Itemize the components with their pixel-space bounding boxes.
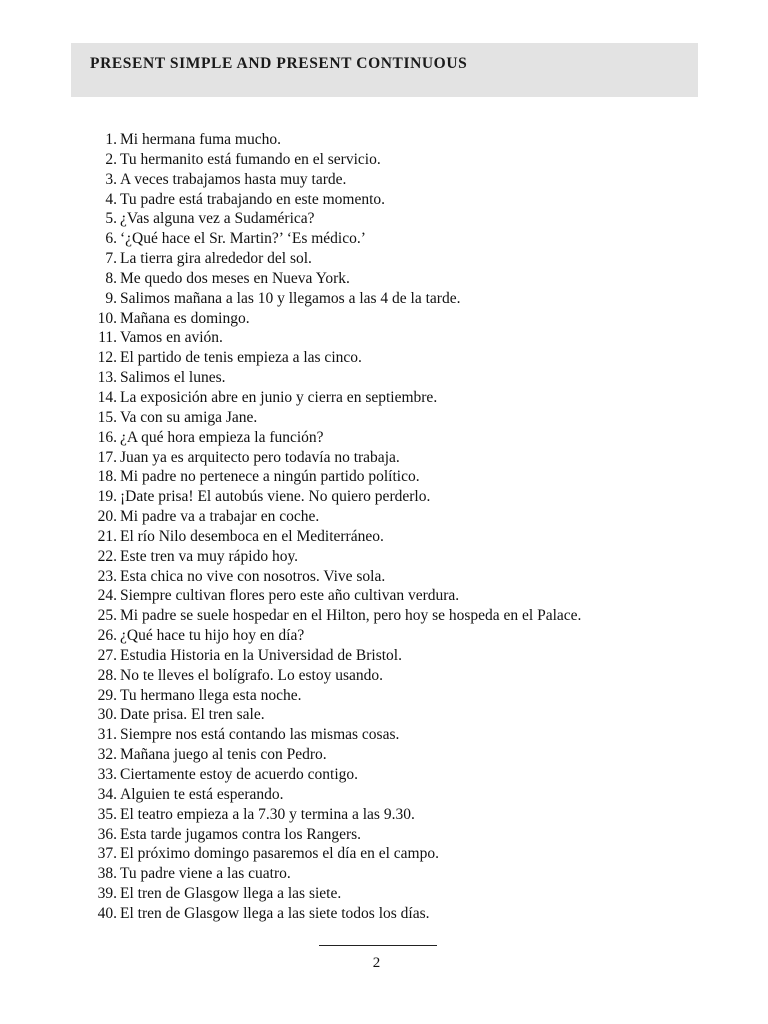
section-header — [71, 43, 698, 97]
sentence-text: El río Nilo desemboca en el Mediterráneo. — [120, 527, 384, 545]
sentence-number: 29. — [97, 686, 117, 704]
sentence-text: ¿A qué hora empieza la función? — [120, 428, 324, 446]
sentence-text: El teatro empieza a la 7.30 y termina a las 9.30. — [120, 805, 415, 823]
sentence-item — [86, 249, 726, 269]
sentence-text: Alguien te está esperando. — [120, 785, 284, 803]
sentence-text: No te lleves el bolígrafo. Lo estoy usando. — [120, 666, 384, 684]
sentence-item — [86, 289, 726, 309]
sentence-item — [86, 705, 726, 725]
sentence-number: 6. — [105, 230, 117, 248]
sentence-number: 4. — [105, 190, 117, 208]
sentence-text: Siempre nos está contando las mismas cosas. — [120, 726, 400, 744]
sentence-number: 30. — [97, 706, 117, 724]
sentence-item — [86, 547, 726, 567]
sentence-item — [86, 884, 726, 904]
sentence-item — [86, 467, 726, 487]
sentence-item — [86, 904, 726, 924]
sentence-number: 25. — [97, 607, 117, 625]
sentence-number: 33. — [97, 766, 117, 783]
sentence-text: Mi padre no pertenece a ningún partido político. — [120, 468, 420, 486]
sentence-text: Siempre cultivan flores pero este año cultivan verdura. — [120, 587, 460, 605]
sentence-item — [86, 428, 726, 448]
sentence-number: 39. — [97, 885, 117, 903]
sentence-number: 36. — [97, 825, 117, 843]
sentence-item — [86, 586, 726, 606]
sentence-item — [86, 725, 726, 745]
sentence-number: 28. — [97, 666, 117, 684]
sentence-item — [86, 864, 726, 884]
sentence-number: 16. — [97, 428, 117, 446]
sentence-item — [86, 309, 726, 329]
sentence-text: Este tren va muy rápido hoy. — [120, 547, 299, 565]
sentence-text: El próximo domingo pasaremos el día en el campo. — [120, 845, 439, 863]
sentence-text: A veces trabajamos hasta muy tarde. — [120, 170, 347, 188]
sentence-text: Salimos el lunes. — [120, 369, 226, 387]
sentence-number: 35. — [97, 805, 117, 823]
sentence-text: La exposición abre en junio y cierra en septiembre. — [120, 388, 438, 406]
sentence-text: Estudia Historia en la Universidad de Bristol. — [120, 646, 402, 664]
sentence-number: 15. — [97, 408, 117, 426]
sentence-text: Mi padre se suele hospedar en el Hilton, pero hoy se hospeda en el Palace. — [120, 607, 582, 625]
sentence-number: 8. — [105, 269, 117, 287]
sentence-item — [86, 844, 726, 864]
sentence-item — [86, 328, 726, 348]
sentence-item — [86, 745, 726, 765]
sentence-number: 12. — [97, 349, 117, 367]
section-title: PRESENT SIMPLE AND PRESENT CONTINUOUS — [90, 55, 468, 72]
sentence-number: 24. — [97, 587, 117, 605]
sentence-number: 32. — [97, 746, 117, 764]
sentence-item — [86, 686, 726, 706]
sentence-item — [86, 527, 726, 547]
sentence-number: 13. — [97, 369, 117, 387]
sentence-number: 38. — [97, 865, 117, 883]
sentence-item — [86, 150, 726, 170]
sentence-number: 21. — [97, 527, 117, 545]
sentence-item — [86, 825, 726, 845]
sentence-item — [86, 567, 726, 587]
sentence-item — [86, 606, 726, 626]
sentence-item — [86, 170, 726, 190]
sentence-item — [86, 487, 726, 507]
sentence-item — [86, 785, 726, 805]
sentence-text: Juan ya es arquitecto pero todavía no trabaja. — [120, 448, 400, 466]
sentence-list — [86, 130, 726, 924]
sentence-text: El tren de Glasgow llega a las siete todos los días. — [120, 904, 430, 922]
sentence-number: 10. — [97, 309, 117, 327]
sentence-item — [86, 805, 726, 825]
sentence-number: 7. — [105, 250, 117, 268]
sentence-item — [86, 448, 726, 468]
sentence-text: Esta chica no vive con nosotros. Vive sola. — [120, 567, 386, 585]
sentence-item — [86, 269, 726, 289]
sentence-item — [86, 408, 726, 428]
sentence-text: Ciertamente estoy de acuerdo contigo. — [120, 766, 359, 783]
sentence-number: 14. — [97, 388, 117, 406]
sentence-number: 27. — [97, 646, 117, 664]
sentence-text: Tu hermanito está fumando en el servicio. — [120, 150, 381, 168]
sentence-number: 37. — [97, 845, 117, 863]
sentence-text: ¿Vas alguna vez a Sudamérica? — [120, 210, 315, 228]
sentence-item — [86, 209, 726, 229]
sentence-number: 26. — [97, 627, 117, 645]
sentence-number: 2. — [105, 150, 117, 168]
sentence-item — [86, 646, 726, 666]
sentence-number: 3. — [105, 170, 117, 188]
sentence-number: 1. — [105, 131, 117, 148]
sentence-number: 20. — [97, 508, 117, 526]
sentence-text: Mañana juego al tenis con Pedro. — [120, 746, 327, 764]
sentence-text: ‘¿Qué hace el Sr. Martin?’ ‘Es médico.’ — [120, 230, 366, 248]
sentence-item — [86, 765, 726, 785]
sentence-text: Mi hermana fuma mucho. — [120, 131, 281, 148]
sentence-text: El tren de Glasgow llega a las siete. — [120, 885, 342, 903]
sentence-number: 5. — [105, 210, 117, 228]
sentence-text: Tu hermano llega esta noche. — [120, 686, 302, 704]
sentence-number: 40. — [97, 904, 117, 922]
sentence-text: Mi padre va a trabajar en coche. — [120, 508, 320, 526]
sentence-text: Mañana es domingo. — [120, 309, 250, 327]
sentence-number: 23. — [97, 567, 117, 585]
sentence-item — [86, 130, 726, 150]
sentence-number: 17. — [97, 448, 117, 466]
sentence-number: 9. — [105, 289, 117, 307]
sentence-text: Va con su amiga Jane. — [120, 408, 258, 426]
sentence-item — [86, 348, 726, 368]
sentence-text: ¿Qué hace tu hijo hoy en día? — [120, 627, 305, 645]
sentence-text: Esta tarde jugamos contra los Rangers. — [120, 825, 362, 843]
sentence-text: El partido de tenis empieza a las cinco. — [120, 349, 362, 367]
sentence-number: 31. — [97, 726, 117, 744]
sentence-text: Vamos en avión. — [120, 329, 223, 347]
sentence-text: Me quedo dos meses en Nueva York. — [120, 269, 350, 287]
sentence-text: Tu padre viene a las cuatro. — [120, 865, 291, 883]
footer-divider — [319, 945, 437, 946]
sentence-item — [86, 190, 726, 210]
sentence-text: Salimos mañana a las 10 y llegamos a las 4 de la tarde. — [120, 289, 461, 307]
sentence-number: 19. — [97, 488, 117, 506]
sentence-item — [86, 626, 726, 646]
page-number: 2 — [372, 955, 381, 971]
sentence-number: 22. — [97, 547, 117, 565]
sentence-item — [86, 368, 726, 388]
sentence-item — [86, 666, 726, 686]
sentence-number: 18. — [97, 468, 117, 486]
sentence-number: 34. — [97, 785, 117, 803]
sentence-item — [86, 388, 726, 408]
sentence-text: ¡Date prisa! El autobús viene. No quiero perderlo. — [120, 488, 431, 506]
sentence-number: 11. — [98, 329, 117, 347]
sentence-item — [86, 229, 726, 249]
sentence-item — [86, 507, 726, 527]
sentence-text: Date prisa. El tren sale. — [120, 706, 265, 724]
sentence-text: La tierra gira alrededor del sol. — [120, 250, 312, 268]
sentence-text: Tu padre está trabajando en este momento. — [120, 190, 386, 208]
